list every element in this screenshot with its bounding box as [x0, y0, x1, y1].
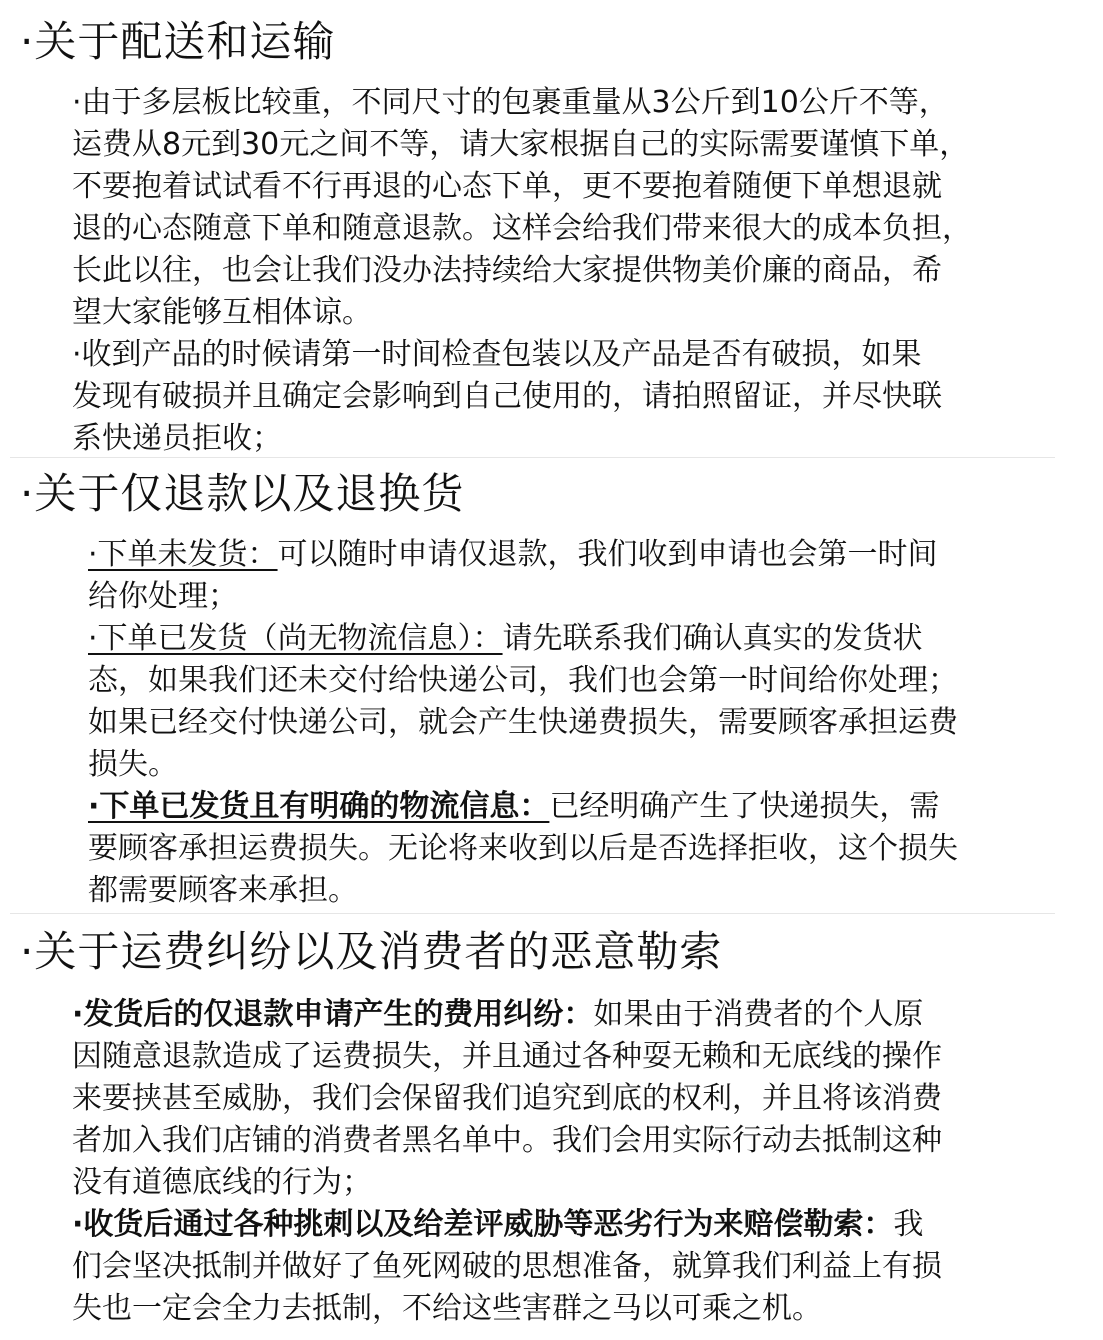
paragraph-lead: ·发货后的仅退款申请产生的费用纠纷： [72, 997, 594, 1032]
paragraph-text: 如果由于消费者的个人原 因随意退款造成了运费损失，并且通过各种耍无赖和无底线的操作 来要挟甚至威胁，我们会保留我们追究到底的权利，并且将该消费 者加入我们店铺的消费者黑名单中。我们会用实际行动去抵制这种 没有道德底线的行为； [72, 997, 942, 1200]
paragraph [72, 1204, 1072, 1330]
paragraph [88, 786, 1088, 912]
paragraph-lead: ·下单未发货： [88, 537, 278, 572]
paragraph [72, 82, 1072, 334]
paragraph-text: 请先联系我们确认真实的发货状 态，如果我们还未交付给快递公司，我们也会第一时间给你处理； 如果已经交付快递公司，就会产生快递费损失，需要顾客承担运费 损失。 [88, 621, 958, 782]
paragraph [72, 334, 1072, 460]
section-heading: ·关于仅退款以及退换货 [20, 469, 465, 518]
paragraph [88, 534, 1088, 618]
section-heading: ·关于配送和运输 [20, 17, 336, 66]
paragraph-lead: ·收货后通过各种挑刺以及给差评威胁等恶劣行为来赔偿勒索： [72, 1207, 894, 1242]
paragraph-lead: ·下单已发货（尚无物流信息）： [88, 621, 503, 656]
divider [10, 457, 1055, 458]
paragraph-text: 可以随时申请仅退款，我们收到申请也会第一时间 给你处理； [88, 537, 938, 614]
paragraph-text: 我 们会坚决抵制并做好了鱼死网破的思想准备，就算我们利益上有损 失也一定会全力去抵制，不给这些害群之马以可乘之机。 [72, 1207, 942, 1326]
paragraph-text: ·由于多层板比较重，不同尺寸的包裹重量从3公斤到10公斤不等， 运费从8元到30元之间不等，请大家根据自己的实际需要谨慎下单， 不要抱着试试看不行再退的心态下单，更不要抱着随便下单想退就 退的心态随意下单和随意退款。这样会给我们带来很大的成本负担， 长此以往，也会让我们没办法持续给大家提供物美价廉的商品，希 望大家能够互相体谅。 [72, 85, 972, 330]
paragraph-text: 已经明确产生了快递损失，需 要顾客承担运费损失。无论将来收到以后是否选择拒收，这个损失 都需要顾客来承担。 [88, 789, 958, 908]
section-heading: ·关于运费纠纷以及消费者的恶意勒索 [20, 927, 723, 976]
paragraph-text: ·收到产品的时候请第一时间检查包装以及产品是否有破损，如果 发现有破损并且确定会影响到自己使用的，请拍照留证，并尽快联 系快递员拒收； [72, 337, 942, 456]
divider [10, 913, 1055, 914]
paragraph [72, 994, 1072, 1204]
paragraph-lead: ·下单已发货且有明确的物流信息： [88, 789, 550, 824]
paragraph [88, 618, 1088, 786]
